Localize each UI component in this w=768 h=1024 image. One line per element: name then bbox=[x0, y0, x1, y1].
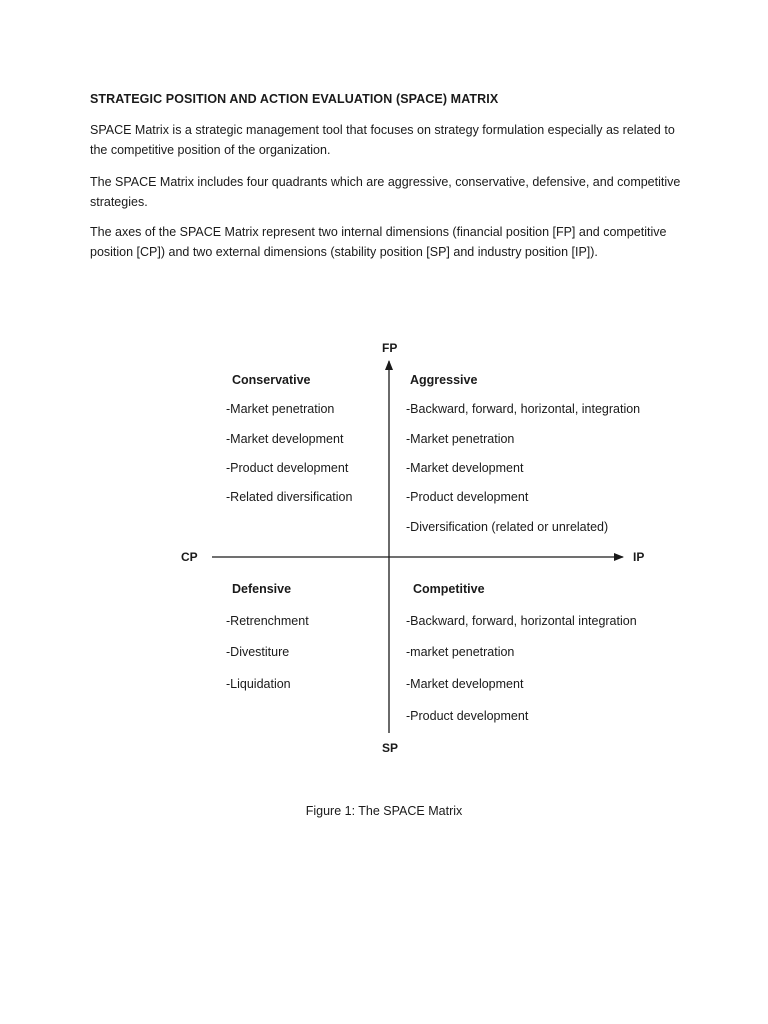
list-item: -Market development bbox=[406, 677, 524, 691]
list-item: -Backward, forward, horizontal integration bbox=[406, 614, 637, 628]
quadrant-title-defensive: Defensive bbox=[232, 582, 292, 596]
figure-caption: Figure 1: The SPACE Matrix bbox=[305, 804, 463, 818]
quadrant-title-conservative: Conservative bbox=[232, 373, 311, 387]
list-item: -Diversification (related or unrelated) bbox=[406, 520, 609, 534]
list-item: -Market development bbox=[226, 432, 344, 446]
paragraph-quadrants: The SPACE Matrix includes four quadrants which are aggressive, conservative, defensive, and competitive strategies. bbox=[90, 175, 681, 209]
list-item: -Market penetration bbox=[406, 432, 515, 446]
axis-label-sp: SP bbox=[382, 741, 399, 755]
list-item: -Market penetration bbox=[226, 402, 335, 416]
list-item: -Related diversification bbox=[226, 490, 353, 504]
paragraph-definition: SPACE Matrix is a strategic management tool that focuses on strategy formulation especially as related to the competitive position of the organization. bbox=[90, 123, 675, 157]
paragraph-axes: The axes of the SPACE Matrix represent two internal dimensions (financial position [FP] and competitive position [CP]) and two external dimensions (stability position [SP] and industry position [IP]). bbox=[90, 225, 667, 259]
quadrant-title-competitive: Competitive bbox=[413, 582, 485, 596]
list-item: -market penetration bbox=[406, 645, 515, 659]
document-title: STRATEGIC POSITION AND ACTION EVALUATION (SPACE) MATRIX bbox=[90, 92, 499, 106]
quadrant-title-aggressive: Aggressive bbox=[410, 373, 478, 387]
list-item: -Product development bbox=[406, 709, 529, 723]
list-item: -Liquidation bbox=[226, 677, 291, 691]
list-item: -Product development bbox=[406, 490, 529, 504]
axis-label-cp: CP bbox=[181, 550, 198, 564]
list-item: -Retrenchment bbox=[226, 614, 309, 628]
axis-label-ip: IP bbox=[633, 550, 645, 564]
axis-label-fp: FP bbox=[382, 341, 398, 355]
list-item: -Divestiture bbox=[226, 645, 290, 659]
list-item: -Backward, forward, horizontal, integration bbox=[406, 402, 641, 416]
list-item: -Product development bbox=[226, 461, 349, 475]
list-item: -Market development bbox=[406, 461, 524, 475]
